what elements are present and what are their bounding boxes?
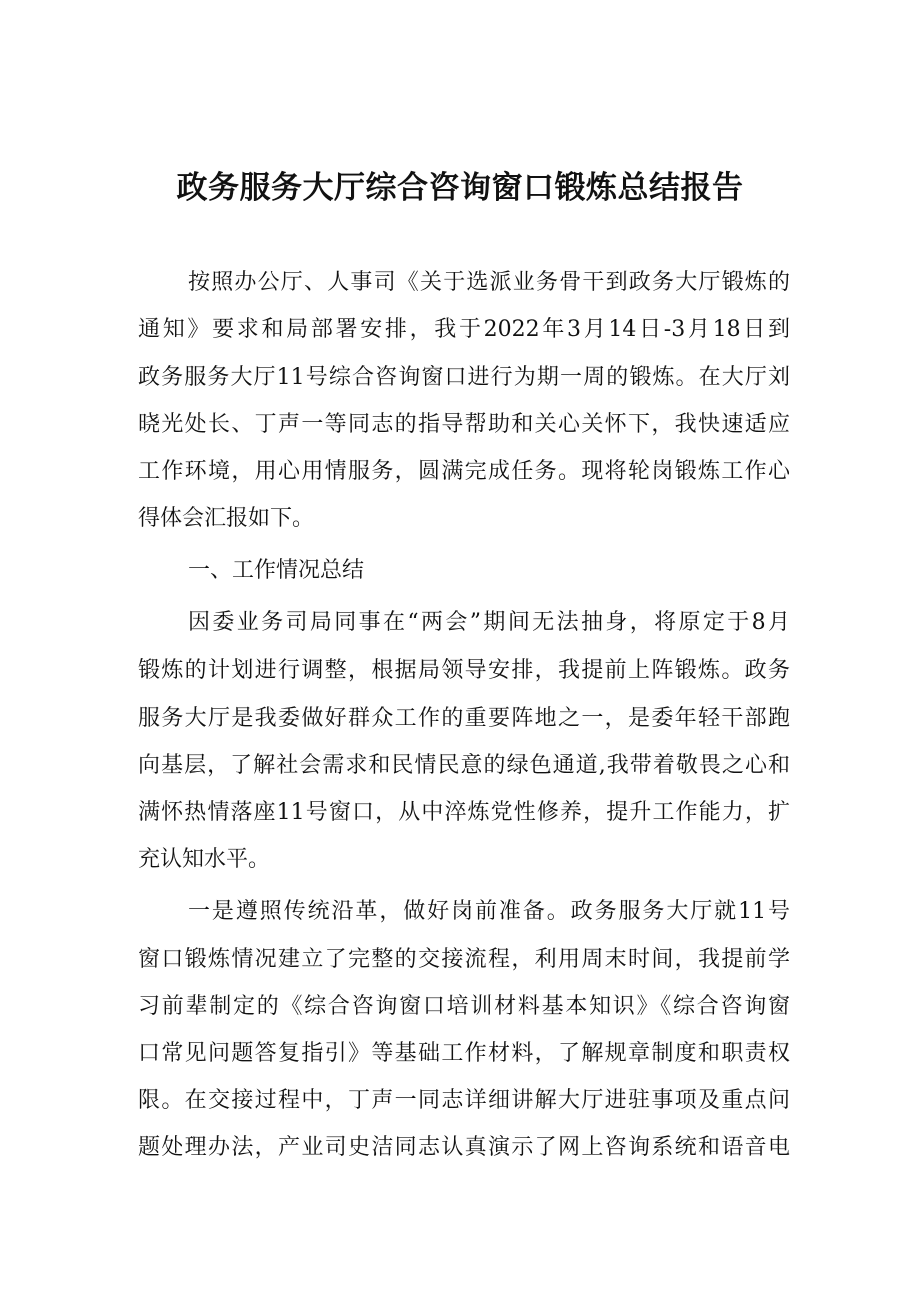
paragraph-line: 窗口锻炼情况建立了完整的交接流程，利用周末时间，我提前学: [138, 947, 790, 972]
document-title: 政务服务大厅综合咨询窗口锻炼总结报告: [176, 170, 744, 206]
paragraph-line: 充认知水平。: [138, 847, 271, 872]
paragraph-line: 满怀热情落座11号窗口，从中淬炼党性修养，提升工作能力，扩: [138, 800, 790, 825]
paragraph-line: 口常见问题答复指引》等基础工作材料，了解规章制度和职责权: [138, 1041, 790, 1066]
paragraph-line: 因委业务司局同事在“两会”期间无法抽身，将原定于8月: [188, 610, 790, 635]
paragraph-line: 一是遵照传统沿革，做好岗前准备。政务服务大厅就11号: [188, 899, 790, 924]
paragraph-line: 通知》要求和局部署安排，我于2022年3月14日-3月18日到: [138, 317, 790, 342]
paragraph-line: 按照办公厅、人事司《关于选派业务骨干到政务大厅锻炼的: [188, 270, 790, 295]
section-heading: 一、工作情况总结: [188, 558, 365, 583]
paragraph-line: 得体会汇报如下。: [138, 506, 315, 531]
paragraph-line: 政务服务大厅11号综合咨询窗口进行为期一周的锻炼。在大厅刘: [138, 365, 790, 390]
paragraph-line: 锻炼的计划进行调整，根据局领导安排，我提前上阵锻炼。政务: [138, 658, 790, 683]
paragraph-line: 服务大厅是我委做好群众工作的重要阵地之一，是委年轻干部跑: [138, 706, 790, 731]
paragraph-line: 题处理办法，产业司史洁同志认真演示了网上咨询系统和语音电: [138, 1135, 790, 1160]
paragraph-line: 晓光处长、丁声一等同志的指导帮助和关心关怀下，我快速适应: [138, 412, 790, 437]
paragraph-line: 向基层，了解社会需求和民情民意的绿色通道,我带着敬畏之心和: [138, 753, 790, 778]
paragraph-line: 工作环境，用心用情服务，圆满完成任务。现将轮岗锻炼工作心: [138, 459, 790, 484]
paragraph-line: 限。在交接过程中，丁声一同志详细讲解大厅进驻事项及重点问: [138, 1088, 790, 1113]
paragraph-line: 习前辈制定的《综合咨询窗口培训材料基本知识》《综合咨询窗: [138, 994, 790, 1019]
